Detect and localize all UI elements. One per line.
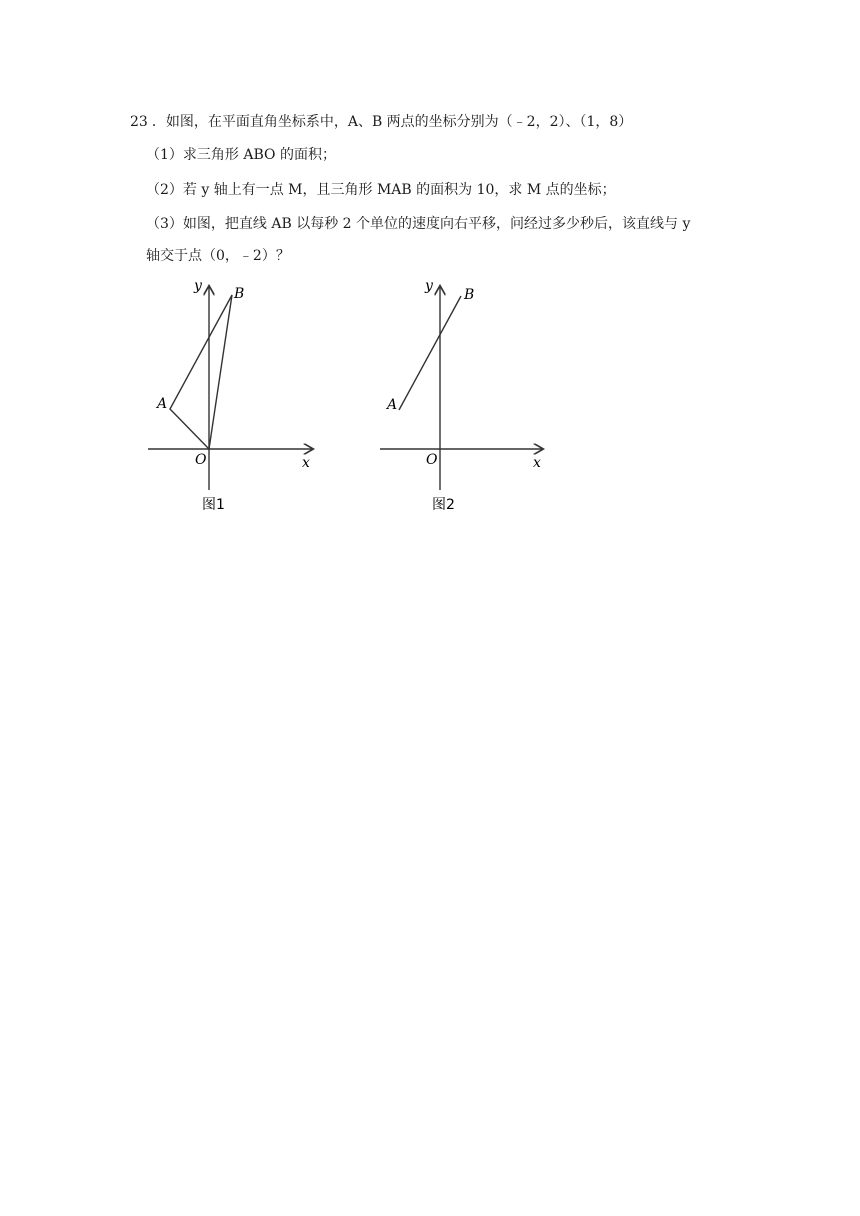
question-intro-line	[130, 112, 632, 132]
fig2-label-a: A	[387, 397, 398, 413]
figure-1	[140, 275, 330, 520]
fig2-label-x: x	[533, 455, 541, 471]
fig1-label-o: O	[195, 452, 207, 468]
question-intro: ．如图，在平面直角坐标系中，A、B 两点的坐标分别为（﹣2，2）、（1，8）	[151, 114, 633, 130]
fig2-label-b: B	[464, 287, 475, 303]
question-part1: （1）求三角形 ABO 的面积；	[146, 147, 336, 163]
question-part3-line2: 轴交于点（0，﹣2）？	[146, 248, 290, 264]
fig1-triangle-abo	[170, 295, 232, 449]
figure-2	[372, 275, 562, 520]
fig2-line-ab	[399, 296, 461, 410]
question-number: 23	[130, 114, 148, 130]
fig1-caption: 图1	[202, 497, 225, 513]
fig1-label-b: B	[234, 286, 245, 302]
fig2-caption: 图2	[432, 497, 455, 513]
fig1-label-x: x	[302, 455, 310, 471]
fig2-label-o: O	[426, 452, 438, 468]
question-part3-line1: （3）如图，把直线 AB 以每秒 2 个单位的速度向右平移，问经过多少秒后，该直线与 y	[146, 216, 691, 232]
fig1-label-y: y	[194, 278, 202, 294]
fig1-label-a: A	[157, 396, 168, 412]
fig2-label-y: y	[425, 278, 433, 294]
question-part2: （2）若 y 轴上有一点 M，且三角形 MAB 的面积为 10，求 M 点的坐标；	[146, 182, 616, 198]
